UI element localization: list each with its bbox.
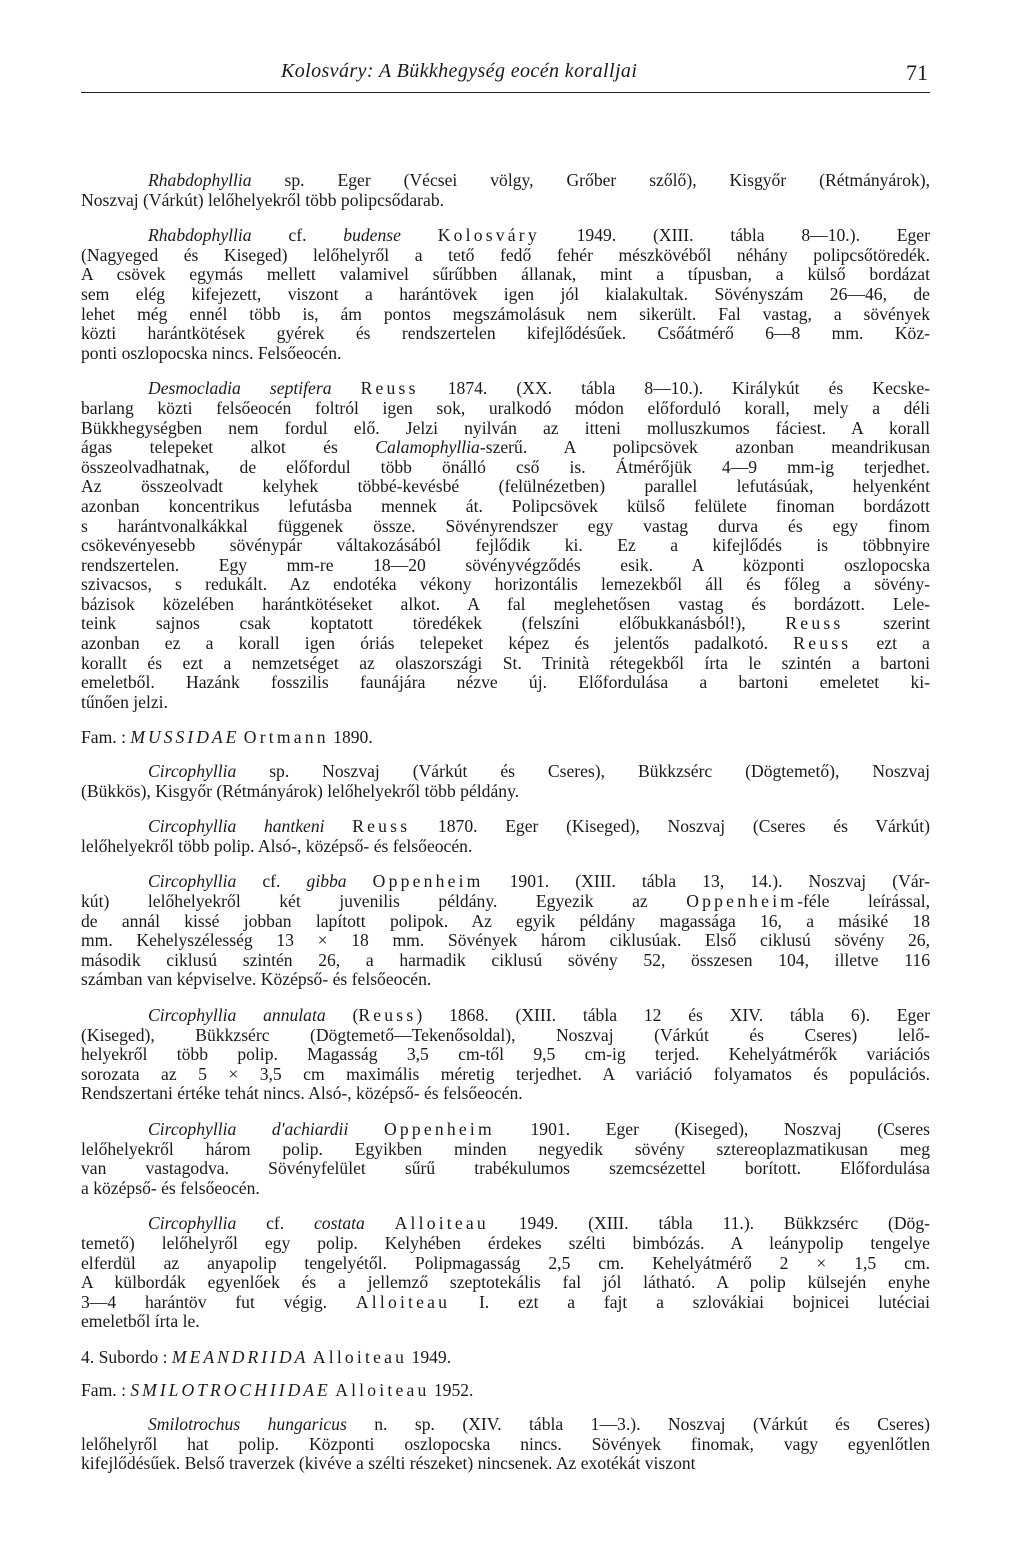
text-line [81,575,930,595]
text-run: a középső- és felsőeocén. [81,1177,260,1198]
text-line [81,673,930,693]
text-run: sem elég kifejezett, viszont a harántövek igen jól kialakultak. Sövényszám 26—46, de [81,283,930,304]
text-line [81,970,930,990]
text-run: 1870. Eger (Kiseged), Noszvaj (Cseres és Várkút) [410,816,930,837]
text-run: barlang közti felsőeocén foltról igen sok, uralkodó módon előforduló korall, mely a déli [81,397,930,418]
text-line [81,1045,930,1065]
text-run: sorozata az 5 × 3,5 cm maximális méretig terjedhet. A variáció folyamatos és populációs. [81,1063,930,1084]
text-run: cf. [236,871,307,892]
text-run: -féle leírással, [797,891,930,911]
section-heading [81,728,930,748]
text-line [81,419,930,439]
paragraph [81,817,930,856]
text-line [81,399,930,419]
text-run: de annál kissé jobban lapított polipok. Az egyik példány magassága 16, a másiké 18 [81,910,930,931]
running-title: Kolosváry: A Bükkhegység eocén koralljai [281,60,638,82]
text-run [325,816,353,836]
text-line [81,246,930,266]
paragraph [81,1006,930,1104]
taxon-family-name: MUSSIDAE [130,727,240,748]
text-run: mm. Kehelyszélesség 13 × 18 mm. Sövények három ciklusúak. Első ciklusú sövény 26, [81,930,930,951]
text-run: sp. Eger (Vécsei völgy, Grőber szőlő), Kisgyőr (Rétmányárok), [251,170,930,190]
taxon-family-name: SMILOTROCHIIDAE [130,1380,331,1401]
text-run: azonban ez a korall igen óriás telepeket képez és jelentős padalkotó. [81,633,794,654]
text-run: n. sp. (XIV. tábla 1—3.). Noszvaj (Várkút és Cseres) [346,1414,930,1435]
author-name: Reuss [785,613,844,634]
text-line [81,1381,930,1401]
text-run: rendszertelen. Egy mm-re 18—20 sövényvégződés esik. A központi oszlopocska [81,554,930,575]
text-run: lelőhelyről hat polip. Központi oszlopocska nincs. Sövények finomak, vagy egyenlőtlen [81,1433,930,1454]
text-line [81,517,930,537]
author-name: Alloiteau [355,1291,451,1312]
text-line [81,595,930,615]
text-run: csökevényesebb sövénypár váltakozásából fejlődik ki. Ez a kifejlődés is többnyire [81,535,930,556]
author-name: Oppenheim [372,871,484,892]
text-run: szivacsos, s redukált. Az endotéka vékony horizontális lemezekből áll és főleg a sövény- [81,574,930,595]
text-line [81,379,930,399]
author-name: Alloiteau [335,1380,430,1401]
text-line [81,614,930,634]
text-line [81,1234,930,1254]
text-run: elferdül az anyapolip tengelyétől. Polipmagasság 2,5 cm. Kehelyátmérő 2 × 1,5 cm. [81,1252,930,1273]
text-run: Noszvaj (Várkút) lelőhelyekről több polipcsődarab. [81,189,445,210]
text-line [81,782,930,802]
italic-taxon: Rhabdophyllia [148,225,252,246]
text-line [81,1214,930,1234]
author-name: Alloiteau [394,1213,489,1234]
text-line [81,892,930,912]
text-line [81,872,930,892]
text-line [81,762,930,782]
text-line [81,497,930,517]
text-run: (Kiseged), Bükkzsérc (Dögtemető—Tekenősoldal), Noszvaj (Várkút és Cseres) lelő- [81,1024,930,1045]
text-run: 1890. [328,727,373,748]
text-run: számban van képviselve. Középső- és felsőeocén. [81,969,432,990]
text-line [81,1293,930,1313]
text-run [365,1213,395,1233]
text-line [81,931,930,951]
text-line [81,458,930,478]
text-line [81,1159,930,1179]
text-run: emeletből írta le. [81,1311,200,1332]
text-run: teink sajnos csak koptatott töredékek (felszíni előbukkanásból!), [81,613,786,634]
text-run: van vastagodva. Sövényfelület sűrű trabékulumos szemcsézettel borított. Előfordulása [81,1158,930,1179]
text-line [81,654,930,674]
author-name: Reuss [358,1004,417,1025]
text-run: ponti oszlopocska nincs. Felsőeocén. [81,342,342,363]
text-run: temető) lelőhelyről egy polip. Kelyhében érdekes szélti bimbózás. A leánypolip tengelye [81,1232,930,1253]
text-run [347,871,373,891]
text-run: tűnően jelzi. [81,691,168,712]
text-run: A külbordák egyenlőek és a jellemző szeptotekális fal jól látható. A polip külsején enyhe [81,1272,930,1293]
text-line [81,912,930,932]
text-line [81,817,930,837]
text-line [81,1065,930,1085]
page-number: 71 [906,60,928,85]
text-line [81,1435,930,1455]
text-run [401,225,438,245]
text-run: emeletből. Hazánk fosszilis faunájára nézve új. Előfordulása a bartoni emeletet ki- [81,672,930,693]
text-run: A csövek egymás mellett valamivel sűrűbben állanak, mint a típusban, a külső bordázat [81,264,930,285]
text-run: korallt és ezt a nemzetséget az olaszországi St. Trinità rétegekből írta le szintén a bartoni [81,652,930,673]
italic-taxon: gibba [306,871,347,892]
text-run: I. ezt a fajt a szlovákiai bojnicei lutéciai [450,1291,930,1312]
text-line [81,1120,930,1140]
section-heading [81,1381,930,1401]
text-line [81,536,930,556]
author-name: Reuss [793,633,852,654]
text-run: -szerű. A polipcsövek azonban meandrikusan [479,437,930,458]
paragraph [81,1120,930,1198]
text-run: közti harántkötések gyérek és rendszertelen kifejlődésűek. Csőátmérő 6—8 mm. Köz- [81,323,930,344]
italic-taxon: costata [314,1213,365,1234]
text-run: Bükkhegységben nem fordul elő. Jelzi nyilván az itteni molluszkumos fáciest. A korall [81,417,930,438]
text-run: lelőhelyekről több polip. Alsó-, középső- és felsőeocén. [81,835,473,856]
text-line [81,1312,930,1332]
text-run: Fam. : [81,727,131,748]
text-run: Az összeolvadt kelyhek többé-kevésbé (felülnézetben) parallel lefutásúak, helyenként [81,476,930,497]
text-line [81,1006,930,1026]
text-run: azonban koncentrikus lefutásba mennek át. Polipcsövek külső felülete finoman bordázott [81,495,930,516]
paragraph [81,762,930,801]
text-run: lehet még ennél több is, ám pontos megszámolásuk nem sikerült. Fal vastag, a sövények [81,303,930,324]
text-line [81,324,930,344]
text-run: 1874. (XX. tábla 8—10.). Királykút és Kecske- [418,378,930,399]
paragraph [81,872,930,990]
italic-taxon: Circophyllia hantkeni [148,816,325,837]
italic-taxon: Circophyllia [148,761,237,782]
text-line [81,1140,930,1160]
paragraph [81,226,930,363]
text-line [81,1084,930,1104]
text-run: szerint [843,613,931,634]
italic-taxon: Calamophyllia [375,437,480,458]
text-run: Rendszertani értéke tehát nincs. Alsó-, középső- és felsőeocén. [81,1083,523,1104]
italic-taxon: Circophyllia [148,871,237,892]
document-body [81,171,930,1474]
text-run: cf. [251,225,344,246]
text-line [81,477,930,497]
text-run: helyekről több polip. Magasság 3,5 cm-től 9,5 cm-ig terjed. Kehelyátmérők variációs [81,1044,930,1065]
document-page [81,56,930,1490]
text-run: 1949. (XIII. tábla 8—10.). Eger [539,225,930,246]
text-run: lelőhelyekről három polip. Egyikben minden negyedik sövény sztereoplazmatikusan meg [81,1138,930,1159]
text-run: kifejlődésűek. Belső traverzek (kivéve a szélti részeket) nincsenek. Az exotékát viszont [81,1453,696,1474]
text-line [81,1273,930,1293]
text-run: ágas telepeket alkot és [81,437,376,458]
paragraph [81,171,930,210]
text-run [348,1119,384,1139]
section-heading [81,1348,930,1368]
text-line [81,191,930,211]
text-run: ) 1868. (XIII. tábla 12 és XIV. tábla 6). Eger [416,1004,931,1025]
text-run [332,378,361,398]
text-run: sp. Noszvaj (Várkút és Cseres), Bükkzsérc (Dögtemető), Noszvaj [236,761,930,782]
text-run: (Nagyeged és Kiseged) lelőhelyről a tető fedő fehér mészkövéből néhány polipcsőtöredék. [81,244,930,265]
text-line [81,171,930,191]
text-line [81,951,930,971]
text-run: második ciklusú szintén 26, a harmadik ciklusú sövény 52, összesen 104, illetve 116 [81,949,930,970]
taxon-family-name: MEANDRIIDA [171,1346,309,1367]
author-name: Kolosváry [437,225,540,246]
text-line [81,1348,930,1368]
text-line [81,285,930,305]
text-run: 3—4 harántöv fut végig. [81,1291,356,1312]
italic-taxon: budense [343,225,401,246]
text-line [81,1026,930,1046]
text-run: ezt a [851,633,930,654]
text-line [81,1454,930,1474]
text-line [81,1179,930,1199]
text-line [81,1415,930,1435]
italic-taxon: Smilotrochus hungaricus [148,1414,347,1435]
author-name: Oppenheim [686,891,798,911]
text-run: bázisok közelében harántkötéseket alkot. A fal meglehetősen vastag és bordázott. Lele- [81,593,930,614]
author-name: Alloiteau [312,1346,408,1367]
paragraph [81,1214,930,1332]
italic-taxon: Circophyllia annulata [148,1004,326,1025]
author-name: Reuss [360,378,419,399]
text-line [81,305,930,325]
text-line [81,1254,930,1274]
text-line [81,265,930,285]
paragraph [81,379,930,712]
text-run: (Bükkös), Kisgyőr (Rétmányárok) lelőhelyekről több példány. [81,780,520,801]
text-run: Fam. : [81,1380,131,1401]
text-line [81,556,930,576]
text-run: összeolvadhatnak, de előfordul több önálló cső is. Átmérőjük 4—9 mm-ig terjedhet. [81,456,930,477]
text-line [81,728,930,748]
text-run: ( [325,1004,359,1025]
text-line [81,344,930,364]
text-line [81,693,930,713]
italic-taxon: Rhabdophyllia [148,170,252,190]
text-line [81,837,930,857]
text-run: 1949. (XIII. tábla 11.). Bükkzsérc (Dög- [488,1213,930,1234]
author-name: Ortmann [243,727,329,748]
text-line [81,438,930,458]
text-run: 1949. [407,1346,452,1367]
text-run: kút) lelőhelyekről két juvenilis példány. Egyezik az [81,891,687,911]
text-run: s harántvonalkákkal függenek össze. Sövényrendszer egy vastag durva és egy finom [81,515,930,536]
text-run: 1901. Eger (Kiseged), Noszvaj (Cseres [494,1118,930,1139]
author-name: Reuss [352,816,411,837]
text-line [81,634,930,654]
italic-taxon: Circophyllia [148,1213,237,1234]
paragraph [81,1415,930,1474]
text-run: cf. [236,1213,314,1234]
page-header [81,56,930,93]
author-name: Oppenheim [383,1118,495,1139]
text-run: 4. Subordo : [81,1346,172,1367]
text-run: 1952. [429,1380,474,1401]
italic-taxon: Circophyllia d'achiardii [148,1118,349,1139]
text-run: 1901. (XIII. tábla 13, 14.). Noszvaj (Vár- [483,871,930,892]
text-line [81,226,930,246]
italic-taxon: Desmocladia septifera [148,378,332,399]
